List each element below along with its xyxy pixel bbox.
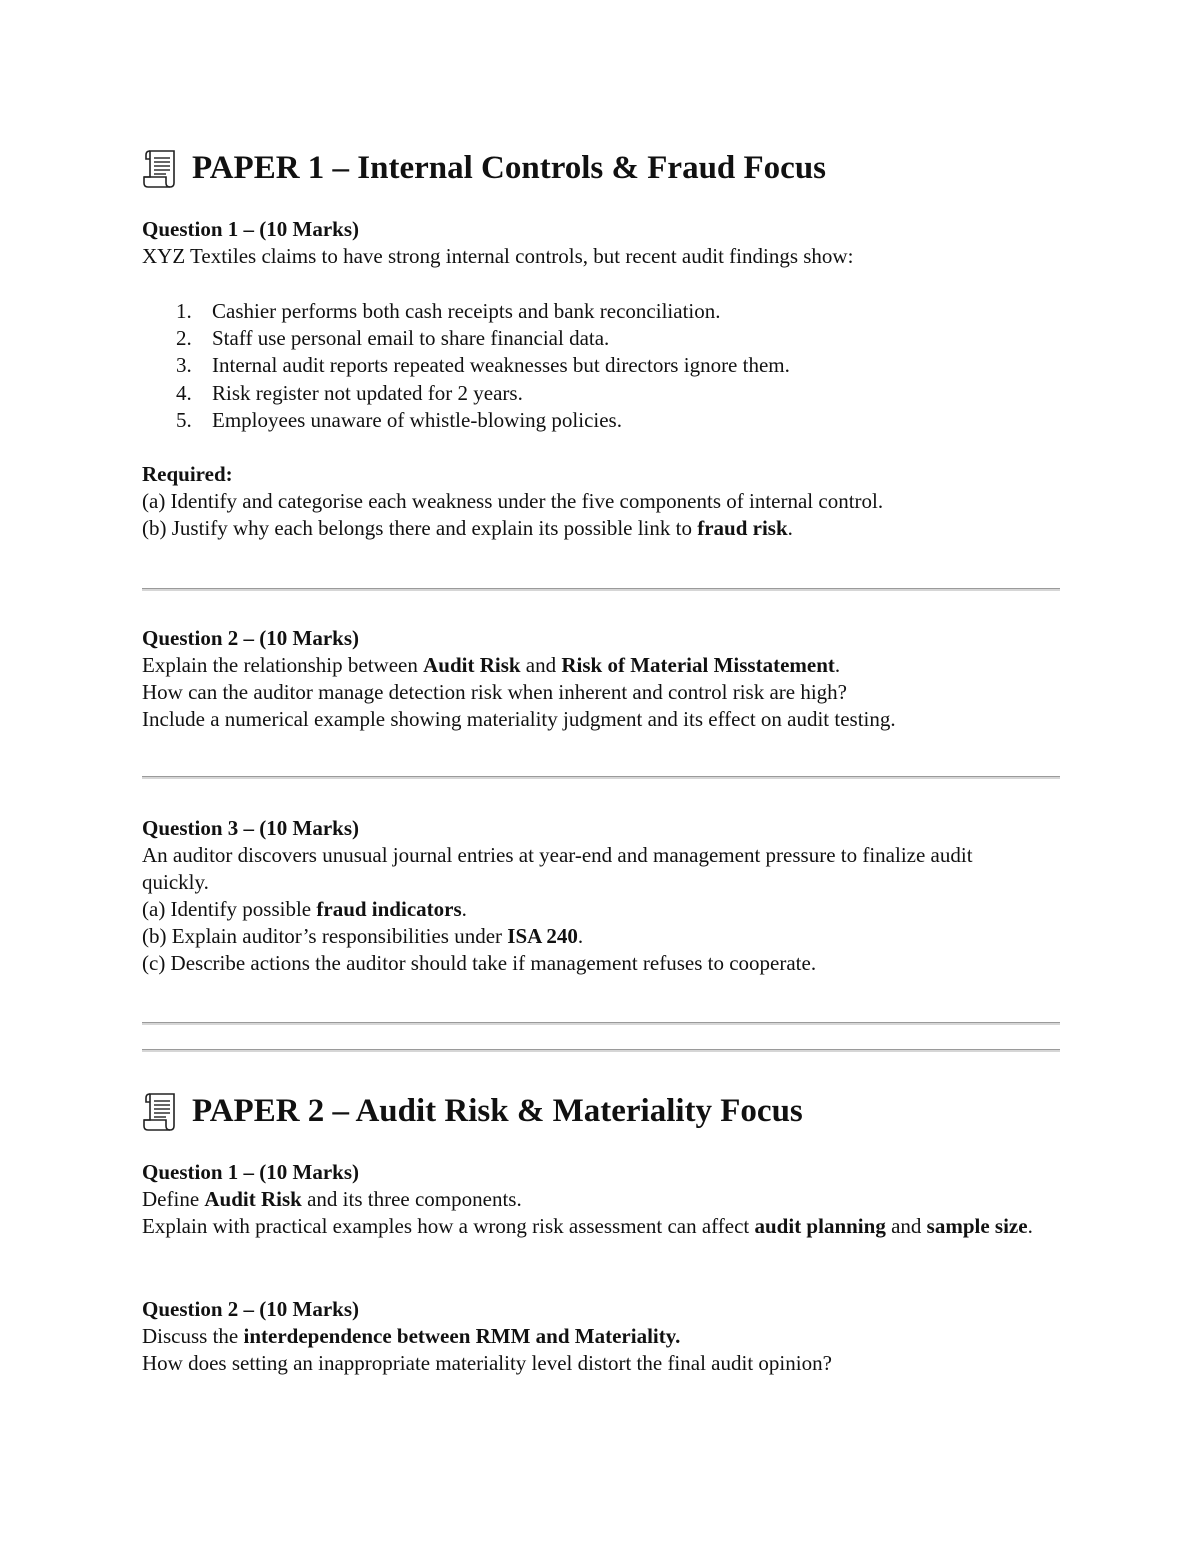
question-line: (c) Describe actions the auditor should take if management refuses to cooperate. — [142, 951, 817, 975]
question-line: (b) Explain auditor’s responsibilities under ISA 240. — [142, 924, 584, 948]
question-line: How does setting an inappropriate materiality level distort the final audit opinion? — [142, 1351, 832, 1375]
scroll-icon — [142, 147, 178, 189]
required-block — [142, 461, 1062, 542]
paper-title: PAPER 2 – Audit Risk & Materiality Focus — [192, 1093, 803, 1129]
divider — [142, 776, 1060, 779]
list-item: 5. Employees unaware of whistle-blowing policies. — [176, 407, 622, 432]
divider — [142, 1049, 1060, 1052]
list-item: 2. Staff use personal email to share financial data. — [176, 326, 610, 351]
question-title: Question 2 – (10 Marks) — [142, 626, 359, 650]
question-line: Explain the relationship between Audit Risk and Risk of Material Misstatement. — [142, 653, 841, 677]
question-line: (a) Identify possible fraud indicators. — [142, 897, 467, 921]
question-block — [142, 216, 1062, 270]
question-line: Include a numerical example showing materiality judgment and its effect on audit testing. — [142, 707, 896, 731]
question-title: Question 3 – (10 Marks) — [142, 816, 359, 840]
list-item: 3. Internal audit reports repeated weaknesses but directors ignore them. — [176, 353, 790, 378]
required-label: Required: — [142, 462, 233, 486]
requirement-b: (b) Justify why each belongs there and explain its possible link to fraud risk. — [142, 516, 793, 540]
scroll-icon — [142, 1090, 178, 1132]
paper-title: PAPER 1 – Internal Controls & Fraud Focus — [192, 150, 827, 186]
question-block — [142, 625, 1062, 733]
question-line: Explain with practical examples how a wrong risk assessment can affect audit planning and sample size. — [142, 1214, 1033, 1238]
question-intro: XYZ Textiles claims to have strong internal controls, but recent audit findings show: — [142, 244, 854, 268]
question-line: Define Audit Risk and its three components. — [142, 1187, 522, 1211]
question-intro: An auditor discovers unusual journal entries at year-end and management pressure to finalize audit quickly. — [142, 843, 973, 894]
divider — [142, 588, 1060, 591]
requirement-a: (a) Identify and categorise each weakness under the five components of internal control. — [142, 489, 884, 513]
question-block — [142, 1159, 1062, 1240]
question-block — [142, 1296, 1062, 1377]
divider — [142, 1022, 1060, 1025]
weakness-list — [142, 298, 1062, 434]
question-title: Question 1 – (10 Marks) — [142, 1160, 359, 1184]
question-title: Question 2 – (10 Marks) — [142, 1297, 359, 1321]
list-item: 4. Risk register not updated for 2 years. — [176, 380, 523, 405]
question-title: Question 1 – (10 Marks) — [142, 217, 359, 241]
list-item: 1. Cashier performs both cash receipts and bank reconciliation. — [176, 299, 721, 323]
paper-2-heading — [142, 1087, 1062, 1135]
question-line: Discuss the interdependence between RMM and Materiality. — [142, 1324, 681, 1348]
question-block — [142, 815, 1062, 977]
question-line: How can the auditor manage detection risk when inherent and control risk are high? — [142, 680, 848, 704]
paper-1-heading — [142, 144, 1062, 192]
